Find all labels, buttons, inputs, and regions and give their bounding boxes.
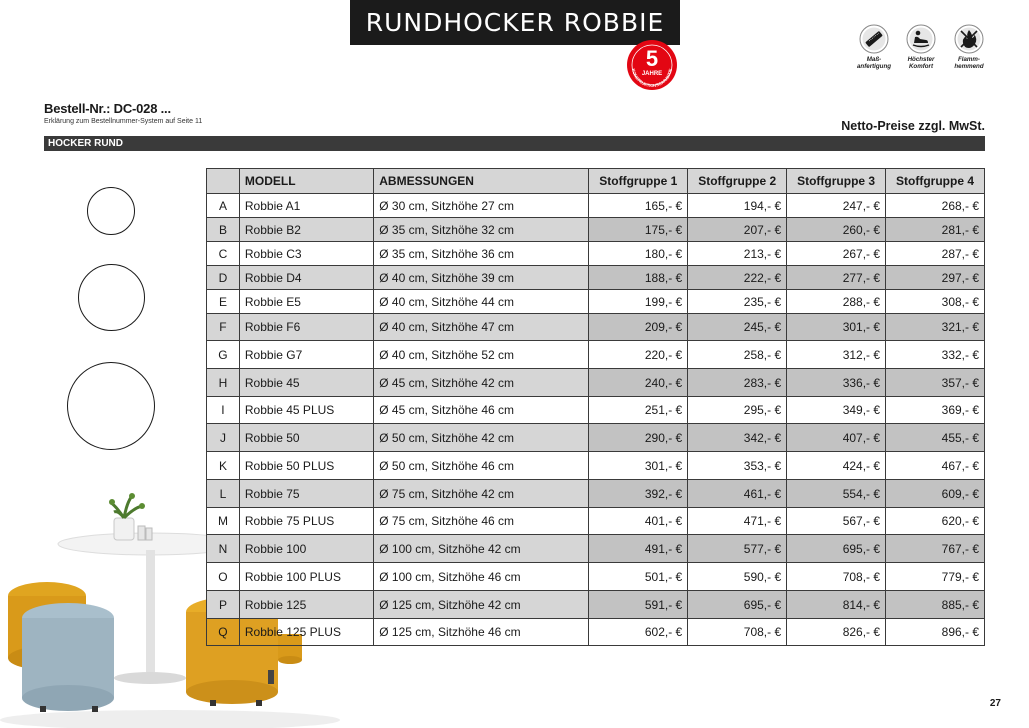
column-header-fabric-group-2: Stoffgruppe 2 [688,169,787,194]
model-name: Robbie D4 [239,266,373,290]
model-name: Robbie G7 [239,341,373,369]
warranty-unit: JAHRE [641,71,663,77]
price-fabric-group-2: 471,- € [688,508,787,535]
table-row [207,242,985,266]
row-letter: C [207,242,240,266]
table-row [207,424,985,452]
dimensions: Ø 50 cm, Sitzhöhe 46 cm [374,452,589,480]
column-header-fabric-group-4: Stoffgruppe 4 [886,169,985,194]
warranty-text: KONSTRUKTIONSGARANTIE [631,68,673,89]
dimensions: Ø 50 cm, Sitzhöhe 42 cm [374,424,589,452]
model-name: Robbie C3 [239,242,373,266]
price-fabric-group-2: 708,- € [688,619,787,646]
table-row [207,397,985,424]
price-table [206,168,985,646]
price-fabric-group-2: 245,- € [688,314,787,341]
model-name: Robbie 75 [239,480,373,508]
row-letter: B [207,218,240,242]
row-letter: M [207,508,240,535]
model-name: Robbie 75 PLUS [239,508,373,535]
price-fabric-group-3: 424,- € [787,452,886,480]
dimensions: Ø 75 cm, Sitzhöhe 42 cm [374,480,589,508]
table-row [207,452,985,480]
row-letter: F [207,314,240,341]
price-fabric-group-1: 491,- € [589,535,688,563]
column-header-letter [207,169,240,194]
feature-flame-retardant [947,24,991,70]
price-fabric-group-2: 695,- € [688,591,787,619]
size-circle-large [67,362,155,450]
price-fabric-group-1: 180,- € [589,242,688,266]
price-fabric-group-4: 332,- € [886,341,985,369]
price-fabric-group-2: 590,- € [688,563,787,591]
model-name: Robbie 100 [239,535,373,563]
table-row [207,290,985,314]
price-fabric-group-3: 349,- € [787,397,886,424]
model-name: Robbie A1 [239,194,373,218]
dimensions: Ø 100 cm, Sitzhöhe 46 cm [374,563,589,591]
price-fabric-group-1: 301,- € [589,452,688,480]
price-fabric-group-2: 353,- € [688,452,787,480]
dimensions: Ø 45 cm, Sitzhöhe 46 cm [374,397,589,424]
price-fabric-group-2: 342,- € [688,424,787,452]
price-fabric-group-3: 301,- € [787,314,886,341]
price-fabric-group-1: 251,- € [589,397,688,424]
price-fabric-group-1: 199,- € [589,290,688,314]
row-letter: K [207,452,240,480]
price-fabric-group-4: 455,- € [886,424,985,452]
price-fabric-group-4: 767,- € [886,535,985,563]
dimensions: Ø 40 cm, Sitzhöhe 39 cm [374,266,589,290]
model-name: Robbie 50 PLUS [239,452,373,480]
flame-retardant-icon [954,24,984,54]
price-fabric-group-2: 222,- € [688,266,787,290]
dimensions: Ø 125 cm, Sitzhöhe 42 cm [374,591,589,619]
price-fabric-group-4: 467,- € [886,452,985,480]
price-fabric-group-3: 826,- € [787,619,886,646]
table-row [207,218,985,242]
price-fabric-group-2: 461,- € [688,480,787,508]
price-fabric-group-1: 392,- € [589,480,688,508]
model-name: Robbie 125 PLUS [239,619,373,646]
price-fabric-group-3: 708,- € [787,563,886,591]
price-fabric-group-3: 277,- € [787,266,886,290]
section-header: HOCKER RUND [44,136,985,151]
price-fabric-group-3: 267,- € [787,242,886,266]
feature-made-to-measure [852,24,896,70]
price-fabric-group-3: 312,- € [787,341,886,369]
price-fabric-group-4: 357,- € [886,369,985,397]
feature-label: Maß- anfertigung [856,56,892,70]
price-fabric-group-4: 369,- € [886,397,985,424]
row-letter: H [207,369,240,397]
price-fabric-group-3: 336,- € [787,369,886,397]
price-fabric-group-1: 220,- € [589,341,688,369]
price-fabric-group-2: 207,- € [688,218,787,242]
row-letter: N [207,535,240,563]
price-fabric-group-3: 695,- € [787,535,886,563]
model-name: Robbie 45 [239,369,373,397]
price-fabric-group-4: 287,- € [886,242,985,266]
model-name: Robbie 100 PLUS [239,563,373,591]
column-header-dimensions: ABMESSUNGEN [374,169,589,194]
row-letter: O [207,563,240,591]
price-fabric-group-4: 885,- € [886,591,985,619]
price-fabric-group-2: 295,- € [688,397,787,424]
price-fabric-group-1: 165,- € [589,194,688,218]
table-row [207,314,985,341]
model-name: Robbie E5 [239,290,373,314]
price-fabric-group-1: 401,- € [589,508,688,535]
net-price-note: Netto-Preise zzgl. MwSt. [841,119,985,133]
price-fabric-group-1: 290,- € [589,424,688,452]
table-row [207,266,985,290]
size-circle-medium [78,264,145,331]
price-fabric-group-4: 896,- € [886,619,985,646]
dimensions: Ø 100 cm, Sitzhöhe 42 cm [374,535,589,563]
comfort-seat-icon [906,24,936,54]
model-name: Robbie B2 [239,218,373,242]
price-fabric-group-4: 321,- € [886,314,985,341]
price-fabric-group-2: 194,- € [688,194,787,218]
table-row [207,563,985,591]
price-fabric-group-2: 213,- € [688,242,787,266]
dimensions: Ø 40 cm, Sitzhöhe 52 cm [374,341,589,369]
price-fabric-group-1: 501,- € [589,563,688,591]
model-name: Robbie F6 [239,314,373,341]
price-fabric-group-4: 297,- € [886,266,985,290]
price-fabric-group-4: 779,- € [886,563,985,591]
dimensions: Ø 75 cm, Sitzhöhe 46 cm [374,508,589,535]
price-fabric-group-2: 258,- € [688,341,787,369]
dimensions: Ø 40 cm, Sitzhöhe 47 cm [374,314,589,341]
table-row [207,535,985,563]
price-fabric-group-1: 188,- € [589,266,688,290]
price-fabric-group-1: 602,- € [589,619,688,646]
table-row [207,369,985,397]
price-fabric-group-4: 308,- € [886,290,985,314]
row-letter: J [207,424,240,452]
column-header-fabric-group-3: Stoffgruppe 3 [787,169,886,194]
price-fabric-group-1: 240,- € [589,369,688,397]
price-fabric-group-3: 260,- € [787,218,886,242]
feature-comfort [899,24,943,70]
order-number-note: Erklärung zum Bestellnummer-System auf Seite 11 [44,118,203,125]
price-fabric-group-1: 175,- € [589,218,688,242]
price-fabric-group-4: 281,- € [886,218,985,242]
row-letter: E [207,290,240,314]
dimensions: Ø 125 cm, Sitzhöhe 46 cm [374,619,589,646]
table-row [207,591,985,619]
order-number: Bestell-Nr.: DC-028 ... [44,101,171,116]
row-letter: Q [207,619,240,646]
row-letter: D [207,266,240,290]
table-row [207,619,985,646]
column-header-model: MODELL [239,169,373,194]
model-name: Robbie 125 [239,591,373,619]
dimensions: Ø 45 cm, Sitzhöhe 42 cm [374,369,589,397]
price-fabric-group-3: 554,- € [787,480,886,508]
page-title: RUNDHOCKER ROBBIE [350,0,680,45]
price-fabric-group-1: 591,- € [589,591,688,619]
price-fabric-group-3: 247,- € [787,194,886,218]
price-fabric-group-4: 268,- € [886,194,985,218]
row-letter: P [207,591,240,619]
feature-label: Flamm- hemmend [954,56,984,70]
model-name: Robbie 45 PLUS [239,397,373,424]
table-row [207,341,985,369]
price-fabric-group-2: 283,- € [688,369,787,397]
size-circle-small [87,187,135,235]
price-fabric-group-4: 620,- € [886,508,985,535]
dimensions: Ø 35 cm, Sitzhöhe 32 cm [374,218,589,242]
price-fabric-group-3: 407,- € [787,424,886,452]
table-row [207,480,985,508]
dimensions: Ø 40 cm, Sitzhöhe 44 cm [374,290,589,314]
page-number: 27 [989,698,1001,709]
price-fabric-group-3: 567,- € [787,508,886,535]
feature-label: Höchster Komfort [907,56,935,70]
price-fabric-group-3: 288,- € [787,290,886,314]
table-header-row [207,169,985,194]
row-letter: L [207,480,240,508]
price-fabric-group-2: 235,- € [688,290,787,314]
warranty-badge [623,38,681,92]
tape-measure-icon [859,24,889,54]
column-header-fabric-group-1: Stoffgruppe 1 [589,169,688,194]
warranty-number: 5 [645,46,659,71]
row-letter: I [207,397,240,424]
dimensions: Ø 35 cm, Sitzhöhe 36 cm [374,242,589,266]
price-fabric-group-1: 209,- € [589,314,688,341]
row-letter: A [207,194,240,218]
table-row [207,508,985,535]
table-row [207,194,985,218]
row-letter: G [207,341,240,369]
price-fabric-group-3: 814,- € [787,591,886,619]
model-name: Robbie 50 [239,424,373,452]
price-fabric-group-4: 609,- € [886,480,985,508]
price-fabric-group-2: 577,- € [688,535,787,563]
dimensions: Ø 30 cm, Sitzhöhe 27 cm [374,194,589,218]
